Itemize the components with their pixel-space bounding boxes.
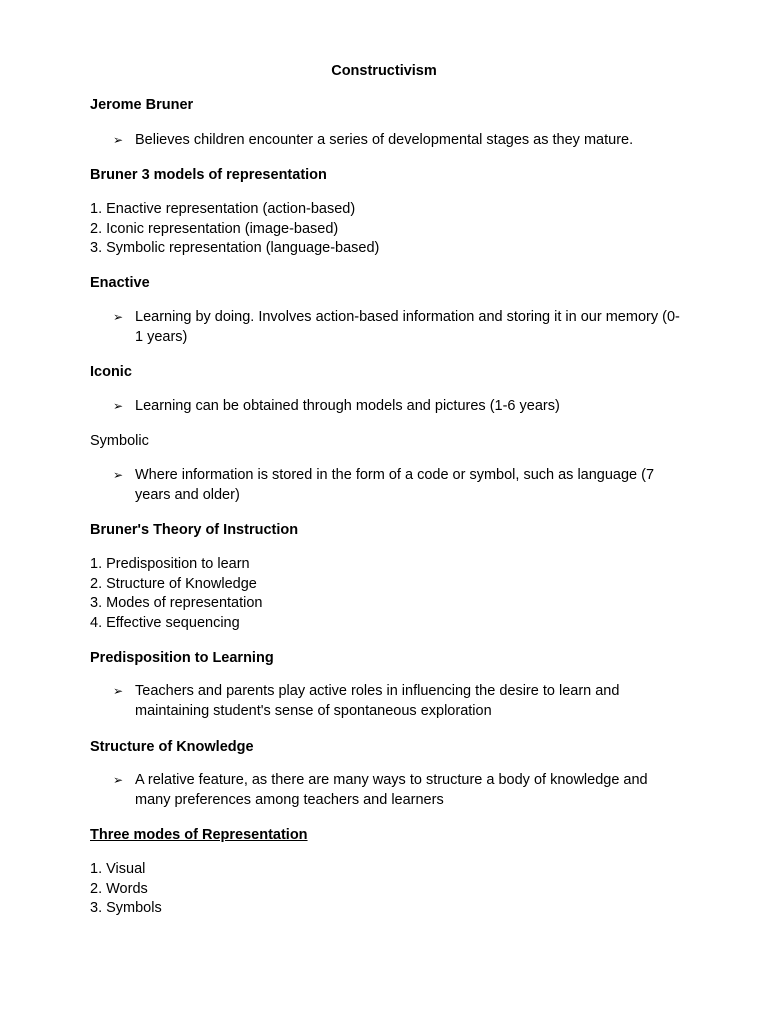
bullet-text: Teachers and parents play active roles in influencing the desire to learn and maintaining student's sense of spontaneous exploration [135,683,620,719]
list-item: 1. Enactive representation (action-based) [90,201,356,217]
heading-three-modes: Three modes of Representation [90,827,308,843]
list-item: 2. Iconic representation (image-based) [90,220,339,237]
list-item: 3. Symbolic representation (language-based) [90,240,380,256]
list-item: 4. Effective sequencing [90,614,240,631]
models-list [90,200,379,259]
document-title: Constructivism [331,63,437,79]
bullet-text: Learning by doing. Involves action-based information and storing it in our memory (0-1 years) [135,309,680,345]
heading-predisposition: Predisposition to Learning [90,650,274,666]
list-item: 1. Predisposition to learn [90,556,250,572]
list-item: 3. Modes of representation [90,595,263,611]
heading-symbolic: Symbolic [90,433,149,449]
heading-theory-of-instruction: Bruner's Theory of Instruction [90,522,299,538]
list-item: 2. Words [90,880,148,897]
bullet-predisposition [113,682,683,721]
bullet-structure [113,771,683,810]
bullet-text: Learning can be obtained through models and pictures (1-6 years) [135,398,560,414]
bullet-iconic [113,397,683,417]
bullet-bruner [113,131,683,151]
modes-list [90,860,162,919]
arrow-bullet-icon: ➢ [113,773,124,787]
bullet-enactive [113,308,683,347]
heading-iconic: Iconic [90,364,132,380]
arrow-bullet-icon: ➢ [113,399,124,413]
arrow-bullet-icon: ➢ [113,684,124,698]
bullet-text: A relative feature, as there are many ways to structure a body of knowledge and many preferences among teachers and learners [135,772,648,808]
instruction-list [90,555,263,633]
list-item: 3. Symbols [90,900,162,916]
bullet-text: Believes children encounter a series of developmental stages as they mature. [135,132,634,148]
arrow-bullet-icon: ➢ [113,310,124,324]
bullet-symbolic [113,466,683,505]
heading-models-of-representation: Bruner 3 models of representation [90,167,327,183]
heading-structure-of-knowledge: Structure of Knowledge [90,739,254,755]
bullet-text: Where information is stored in the form of a code or symbol, such as language (7 years and older) [135,467,655,503]
arrow-bullet-icon: ➢ [113,468,124,482]
heading-enactive: Enactive [90,275,150,291]
heading-jerome-bruner: Jerome Bruner [90,97,194,113]
arrow-bullet-icon: ➢ [113,133,124,147]
list-item: 1. Visual [90,861,146,877]
list-item: 2. Structure of Knowledge [90,575,257,592]
